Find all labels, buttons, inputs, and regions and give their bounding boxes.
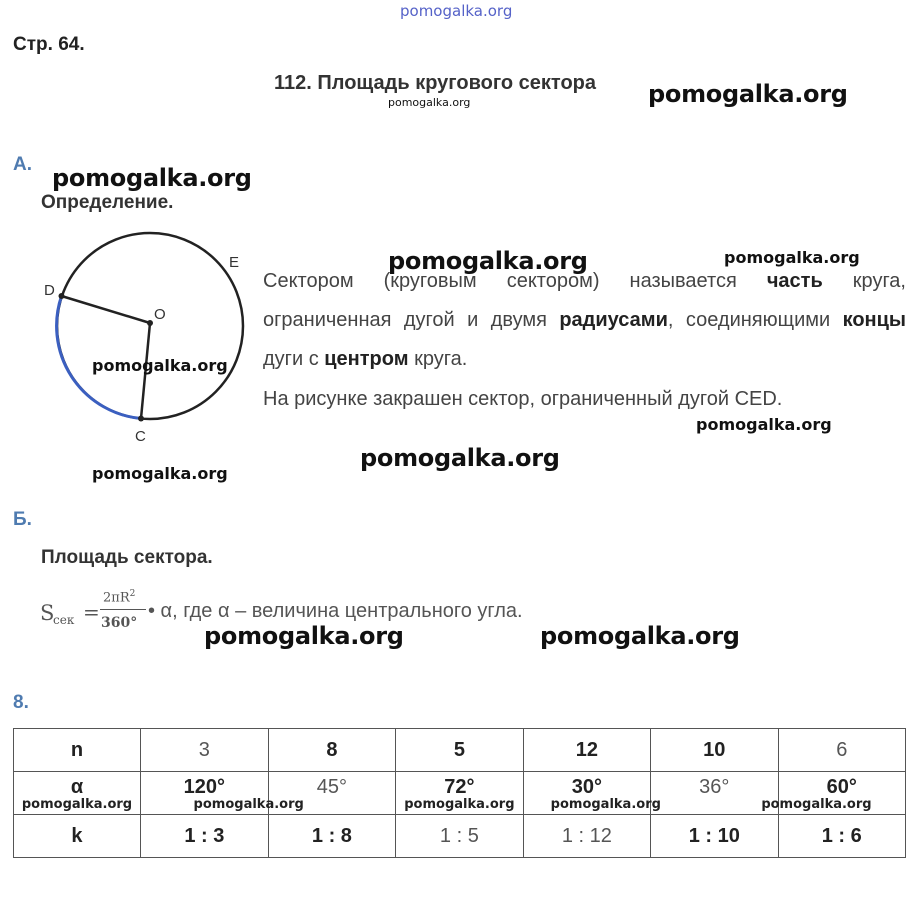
point-c [138, 416, 144, 422]
definition-heading: Определение. [41, 192, 174, 213]
row-header-k: k [14, 815, 141, 858]
row-header-alpha: α pomogalka.org [14, 772, 141, 815]
watermark: pomogalka.org [92, 356, 228, 375]
cell-n-1: 3 [140, 729, 268, 772]
watermark: pomogalka.org [92, 464, 228, 483]
cell-alpha-2: 45° [268, 772, 395, 815]
table-row-k [14, 815, 906, 858]
watermark-top: pomogalka.org [400, 2, 513, 20]
cell-n-5: 10 [651, 729, 778, 772]
page-label: Стр. 64. [13, 34, 85, 55]
cell-k-4: 1 : 12 [523, 815, 650, 858]
formula-equals: = [83, 600, 100, 624]
cell-n-6: 6 [778, 729, 905, 772]
cell-k-2: 1 : 8 [268, 815, 395, 858]
radius-od [62, 296, 151, 323]
watermark: pomogalka.org [540, 622, 740, 650]
label-d: D [44, 282, 55, 299]
label-c: C [135, 428, 146, 445]
watermark: pomogalka.org [204, 622, 404, 650]
watermark: pomogalka.org [648, 80, 848, 108]
watermark: pomogalka.org [388, 247, 588, 275]
point-d [59, 293, 65, 299]
formula-numerator: $2\pi R^2$ [103, 589, 136, 606]
formula-rest: • α, где α – величина центрального угла. [148, 600, 523, 622]
section-a-letter: А. [13, 154, 32, 175]
exercise-number: 8. [13, 692, 29, 713]
watermark: pomogalka.org [360, 444, 560, 472]
formula-subscript: сек [53, 613, 75, 627]
point-o [147, 320, 153, 326]
cell-k-6: 1 : 6 [778, 815, 905, 858]
cell-k-3: 1 : 5 [396, 815, 523, 858]
sector-figure [40, 225, 255, 450]
watermark: pomogalka.org [52, 164, 252, 192]
fraction-bar [100, 609, 146, 610]
area-heading: Площадь сектора. [41, 547, 213, 568]
table-row-n [14, 729, 906, 772]
cell-alpha-1: 120° pomogalka.org [140, 772, 268, 815]
label-o: O [154, 306, 166, 323]
cell-alpha-6: 60° pomogalka.org [778, 772, 905, 815]
cell-k-1: 1 : 3 [140, 815, 268, 858]
watermark: pomogalka.org [696, 415, 832, 434]
label-e: E [229, 254, 240, 271]
watermark: pomogalka.org [724, 248, 860, 267]
cell-n-2: 8 [268, 729, 395, 772]
formula-s: S [40, 601, 55, 625]
section-title: 112. Площадь кругового сектора [274, 72, 597, 94]
cell-alpha-5: 36° [651, 772, 778, 815]
section-b-letter: Б. [13, 509, 32, 530]
formula-denominator: 360° [101, 615, 138, 631]
definition-note: На рисунке закрашен сектор, ограниченный дугой CED. [263, 388, 783, 410]
cell-alpha-3: 72° pomogalka.org [396, 772, 523, 815]
watermark: pomogalka.org [388, 96, 471, 109]
row-header-n: n [14, 729, 141, 772]
ratio-table [13, 728, 906, 858]
cell-k-5: 1 : 10 [651, 815, 778, 858]
table-row-alpha [14, 772, 906, 815]
definition-paragraph: Сектором (круговым сектором) называется часть круга, ограниченная дугой и двумя радиусами, соединяющими концы дуги с центром круга. [263, 270, 906, 370]
cell-n-4: 12 [523, 729, 650, 772]
cell-alpha-4: 30° pomogalka.org [523, 772, 650, 815]
cell-n-3: 5 [396, 729, 523, 772]
